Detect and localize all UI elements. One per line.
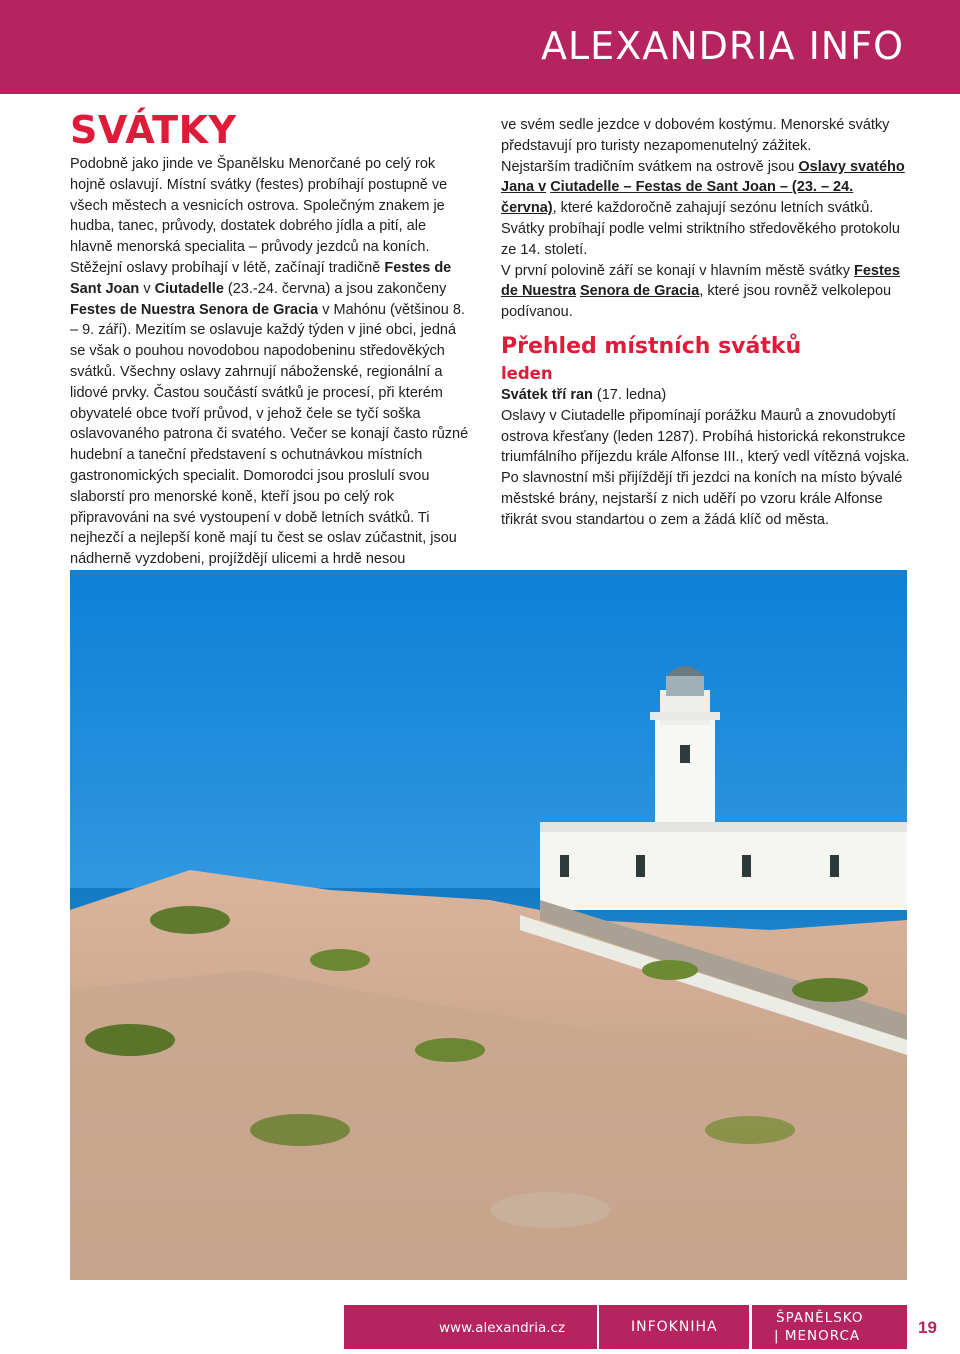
lighthouse-photo	[70, 570, 907, 1280]
header-bar	[0, 0, 960, 94]
intro-paragraph: Podobně jako jinde ve Španělsku Menorčané po celý rok hojně oslavují. Místní svátky (festes) probíhají postupně ve všech městech a vesnicích ostrova. Společným znakem je hudba, tanec, průvody, dostatek dobrého jídla a pití, ale hlavně menorská specialita – průvody jezdců na koních.	[70, 156, 448, 256]
main-paragraph: Stěžejní oslavy probíhají v létě, začínají tradičně Festes de Sant Joan v Ciutadelle (23.-24. června) a jsou zakončeny Festes de Nuestra Senora de Gracia v Mahónu (většinou 8. – 9. září). Mezitím se oslavuje každý týden v jiné obci, jedná se však o pouhou novodobou napodobeninu středověkých svátků. Všechny oslavy zahrnují náboženské, regionální a lidové prvky. Častou součástí svátků je procesí, při kterém obyvatelé obce tvoří průvod, v jehož čele se tyčí soška oslavovaného patrona či svatého. Večer se konají často různé hudební a taneční představení s ochutnávkou místních gastronomických specialit. Domorodci jsou proslulí svou slaborstí pro menorské koně, kteří jsou po celý rok připravováni na své vystoupení v době letních svátků. Ti nejhezčí a nejlepší koně mají tu čest se oslav zúčastnit, jsou nádherně vyzdobeni, projíždějí ulicemi a hrdě nesou	[70, 259, 469, 568]
footer-url-bar	[344, 1305, 597, 1349]
header-title: ALEXANDRIA INFO	[541, 24, 904, 68]
event-heading: Svátek tří ran (17. ledna)	[501, 386, 667, 403]
right-column	[501, 115, 911, 531]
oldest-festival-paragraph: Nejstarším tradičním svátkem na ostrově jsou Oslavy svatého Jana v Ciutadelle – Festas de Sant Joan – (23. – 24. června), které každoročně zahajují sezónu letních svátků.	[501, 158, 905, 217]
subsection-title: Přehled místních svátků	[501, 333, 802, 359]
continued-paragraph: ve svém sedle jezdce v dobovém kostýmu. Menorské svátky představují pro turisty nezapomenutelný zážitek.	[501, 117, 890, 154]
page-number: 19	[918, 1318, 937, 1337]
section-title: SVÁTKY	[70, 108, 237, 152]
left-column	[70, 108, 470, 570]
country-label: ŠPANĚLSKO	[776, 1310, 864, 1326]
event-description: Oslavy v Ciutadelle připomínají porážku Maurů a znovudobytí ostrova křesťany (leden 1287). Probíhá historická rekonstrukce triumfálního příjezdu krále Alfonse III., který vedl vítězná vojska. Po slavnostní mši přijíždějí tři jezdci na koních na místo bývalé městské brány, nejstarší z nich uděří po vzoru krále Alfonse třikrát svou standartou o zem a žádá klíč od města.	[501, 407, 910, 528]
region-label: | MENORCA	[774, 1328, 861, 1344]
website-link[interactable]: www.alexandria.cz	[439, 1320, 566, 1336]
month-label: leden	[501, 363, 553, 383]
infokniha-label: INFOKNIHA	[631, 1319, 718, 1335]
protocol-paragraph: Svátky probíhají podle velmi striktního středověkého protokolu ze 14. století.	[501, 220, 900, 258]
footer-region-bar	[752, 1305, 907, 1349]
september-paragraph: V první polovině září se konají v hlavním městě svátky Festes de Nuestra Senora de Gracia, které jsou rovněž velkolepou podívanou.	[501, 262, 900, 321]
footer-infokniha-bar	[599, 1305, 749, 1349]
